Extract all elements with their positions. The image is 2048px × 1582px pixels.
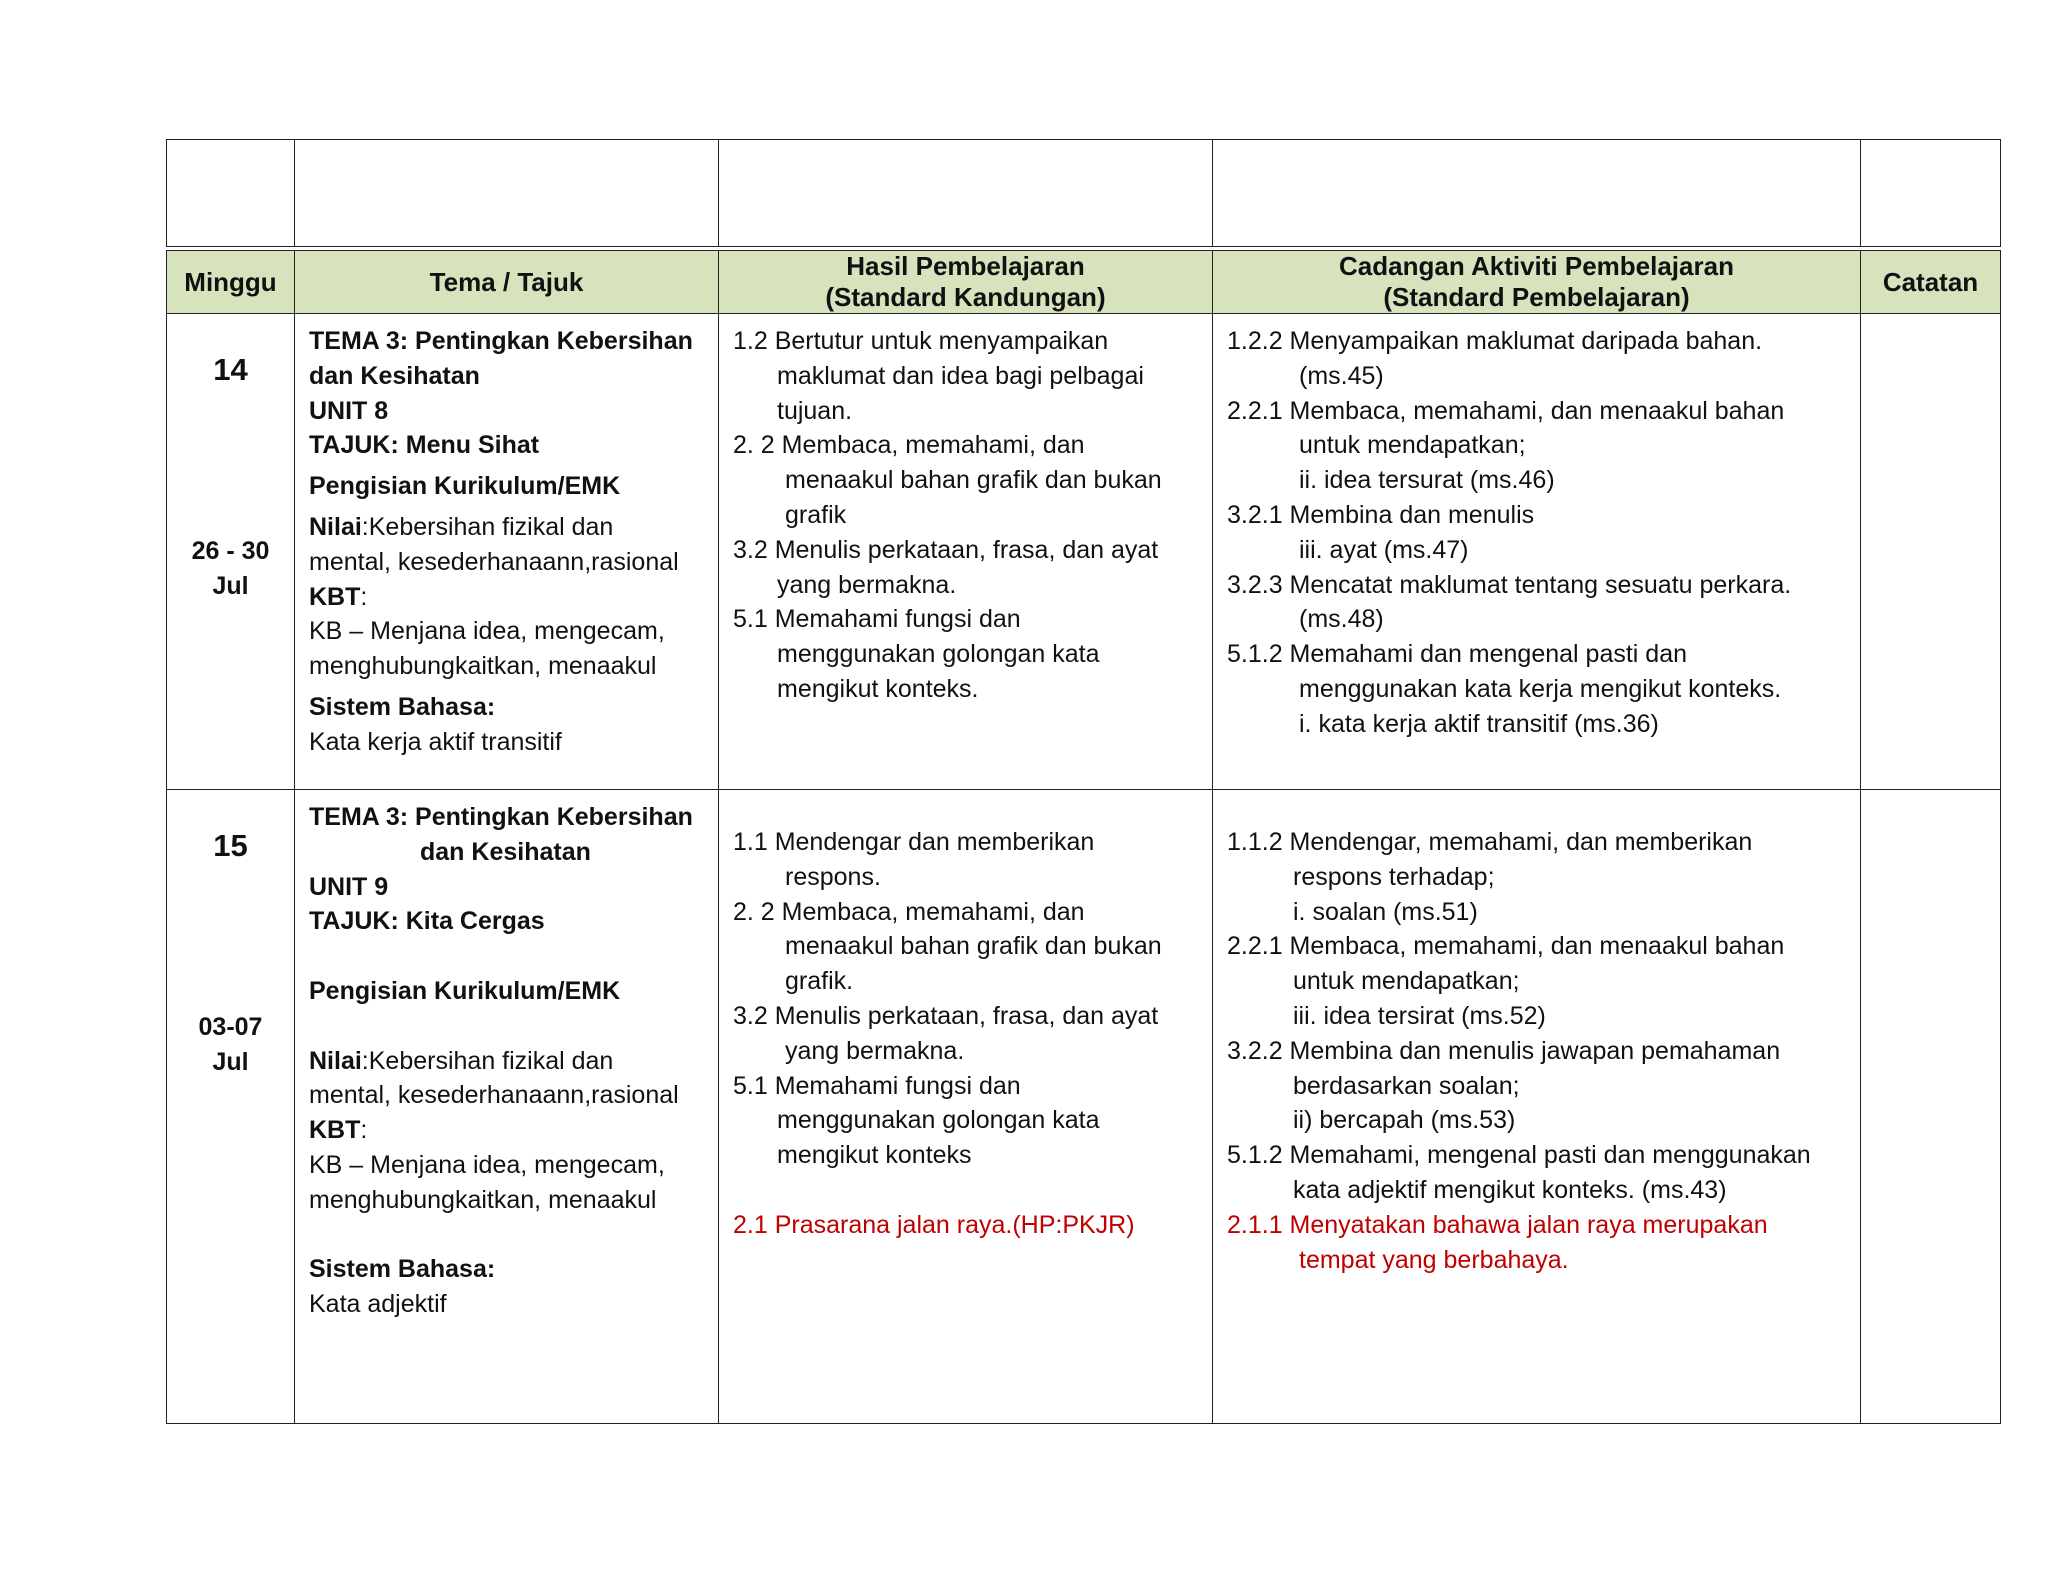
cadangan-line: (ms.45) [1299, 361, 1384, 390]
cadangan-line: i. kata kerja aktif transitif (ms.36) [1299, 709, 1659, 738]
cadangan-line: iii. ayat (ms.47) [1299, 535, 1469, 564]
hasil-line: tujuan. [777, 396, 853, 425]
tema-title-cont: dan Kesihatan [420, 837, 591, 866]
week-date-line1: 03-07 [198, 1013, 263, 1041]
unit-label: UNIT 8 [309, 396, 389, 425]
hasil-line: 1.1 Mendengar dan memberikan [733, 828, 1095, 856]
cadangan-line: berdasarkan soalan; [1293, 1071, 1520, 1100]
tema-cell [295, 790, 719, 1424]
tema-title: TEMA 3: Pentingkan Kebersihan [309, 803, 693, 831]
nilai-line [309, 1044, 704, 1079]
week-cell [167, 790, 295, 1424]
nilai-label: Nilai [309, 512, 362, 541]
unit-label: UNIT 9 [309, 872, 389, 901]
blank-top-row [166, 139, 2001, 247]
spacer [733, 1173, 1198, 1208]
kb-text: KB – Menjana idea, mengecam, [309, 1150, 665, 1179]
cadangan-line: 3.2.2 Membina dan menulis jawapan pemahaman [1227, 1036, 1781, 1065]
hasil-line: 2. 2 Membaca, memahami, dan [733, 897, 1085, 926]
cadangan-line: respons terhadap; [1293, 862, 1495, 891]
cadangan-line-pkjr: tempat yang berbahaya. [1299, 1245, 1569, 1274]
header-hasil [719, 251, 1213, 314]
tema-title-cont: dan Kesihatan [309, 361, 480, 390]
hasil-line: maklumat dan idea bagi pelbagai [777, 361, 1144, 390]
cadangan-cell [1213, 314, 1861, 790]
cadangan-line: (ms.48) [1299, 605, 1384, 634]
kb-text-cont: menghubungkaitkan, menaakul [309, 652, 657, 681]
hasil-line: mengikut konteks. [777, 674, 979, 703]
sistem-bahasa-label: Sistem Bahasa: [309, 692, 496, 721]
hasil-line: 3.2 Menulis perkataan, frasa, dan ayat [733, 1001, 1159, 1030]
week-date-line2: Jul [212, 1048, 249, 1076]
week-date [167, 534, 294, 604]
header-tema: Tema / Tajuk [295, 251, 719, 314]
hasil-line: menaakul bahan grafik dan bukan [785, 932, 1162, 961]
week-date-line2: Jul [212, 572, 249, 600]
hasil-line: 2. 2 Membaca, memahami, dan [733, 431, 1085, 460]
nilai-line [309, 510, 704, 545]
week-date [167, 1010, 294, 1080]
hasil-line: respons. [785, 862, 881, 891]
cadangan-line: ii. idea tersurat (ms.46) [1299, 466, 1555, 495]
hasil-line: grafik. [785, 967, 854, 996]
hasil-cell [719, 790, 1213, 1424]
hasil-line: 3.2 Menulis perkataan, frasa, dan ayat [733, 535, 1159, 564]
kbt-label: KBT [309, 1116, 361, 1145]
cadangan-line: untuk mendapatkan; [1293, 967, 1520, 996]
hasil-line: yang bermakna. [777, 570, 957, 599]
header-cadangan-line2: (Standard Pembelajaran) [1383, 282, 1690, 312]
sistem-bahasa-value: Kata kerja aktif transitif [309, 727, 562, 756]
spacer [309, 1009, 704, 1044]
hasil-line: mengikut konteks [777, 1141, 972, 1170]
cadangan-line: menggunakan kata kerja mengikut konteks. [1299, 674, 1782, 703]
sistem-bahasa-label: Sistem Bahasa: [309, 1255, 496, 1284]
cadangan-cell [1213, 790, 1861, 1424]
cadangan-line: 5.1.2 Memahami, mengenal pasti dan menggunakan [1227, 1141, 1811, 1170]
spacer [309, 939, 704, 974]
cadangan-line: 1.2.2 Menyampaikan maklumat daripada bahan. [1227, 327, 1763, 355]
kbt-colon: : [360, 1116, 368, 1145]
nilai-text: :Kebersihan fizikal dan [361, 1046, 614, 1075]
tema-title: TEMA 3: Pentingkan Kebersihan [309, 327, 693, 355]
hasil-cell [719, 314, 1213, 790]
header-catatan: Catatan [1861, 251, 2001, 314]
cadangan-line-pkjr: 2.1.1 Menyatakan bahawa jalan raya merupakan [1227, 1210, 1768, 1239]
cadangan-line: 3.2.3 Mencatat maklumat tentang sesuatu perkara. [1227, 570, 1792, 599]
blank-cell [167, 140, 295, 247]
kb-text-cont: menghubungkaitkan, menaakul [309, 1185, 657, 1214]
pengisian-label: Pengisian Kurikulum/EMK [309, 472, 621, 501]
nilai-text-cont: mental, kesederhanaann,rasional [309, 547, 679, 576]
table-row-week-15 [167, 790, 2001, 1424]
hasil-line: menggunakan golongan kata [777, 640, 1100, 669]
cadangan-line: kata adjektif mengikut konteks. (ms.43) [1293, 1175, 1727, 1204]
blank-cell [1861, 140, 2001, 247]
hasil-line: 5.1 Memahami fungsi dan [733, 605, 1021, 634]
cadangan-line: i. soalan (ms.51) [1293, 897, 1478, 926]
nilai-label: Nilai [309, 1046, 362, 1075]
sistem-bahasa-value: Kata adjektif [309, 1290, 447, 1319]
nilai-text: :Kebersihan fizikal dan [361, 512, 614, 541]
week-date-line1: 26 - 30 [191, 537, 270, 565]
table-row-week-14 [167, 314, 2001, 790]
kb-text: KB – Menjana idea, mengecam, [309, 617, 665, 646]
kbt-colon: : [360, 582, 368, 611]
blank-cell [719, 140, 1213, 247]
header-row [167, 251, 2001, 314]
hasil-line: 5.1 Memahami fungsi dan [733, 1071, 1021, 1100]
hasil-line-pkjr: 2.1 Prasarana jalan raya.(HP:PKJR) [733, 1210, 1135, 1239]
pengisian-label: Pengisian Kurikulum/EMK [309, 976, 621, 1005]
week-number: 14 [213, 352, 248, 387]
header-hasil-line1: Hasil Pembelajaran [846, 251, 1085, 281]
kbt-label: KBT [309, 582, 361, 611]
blank-cell [1213, 140, 1861, 247]
hasil-line: 1.2 Bertutur untuk menyampaikan [733, 327, 1109, 355]
blank-cell [295, 140, 719, 247]
catatan-cell [1861, 790, 2001, 1424]
lesson-plan-table [166, 250, 2001, 1424]
spacer [309, 1218, 704, 1253]
week-cell [167, 314, 295, 790]
header-cadangan [1213, 251, 1861, 314]
kbt-line [309, 1113, 704, 1148]
tema-cell [295, 314, 719, 790]
cadangan-line: 5.1.2 Memahami dan mengenal pasti dan [1227, 640, 1688, 669]
header-minggu: Minggu [167, 251, 295, 314]
kbt-line [309, 580, 704, 615]
catatan-cell [1861, 314, 2001, 790]
week-number: 15 [213, 828, 248, 863]
tajuk-label: TAJUK: Menu Sihat [309, 431, 540, 460]
cadangan-line: iii. idea tersirat (ms.52) [1293, 1001, 1546, 1030]
cadangan-line: 3.2.1 Membina dan menulis [1227, 500, 1535, 529]
cadangan-line: 1.1.2 Mendengar, memahami, dan memberikan [1227, 828, 1753, 856]
nilai-text-cont: mental, kesederhanaann,rasional [309, 1081, 679, 1110]
cadangan-line: 2.2.1 Membaca, memahami, dan menaakul bahan [1227, 932, 1785, 961]
header-cadangan-line1: Cadangan Aktiviti Pembelajaran [1339, 251, 1734, 281]
cadangan-line: untuk mendapatkan; [1299, 431, 1526, 460]
hasil-line: menaakul bahan grafik dan bukan [785, 466, 1162, 495]
hasil-line: yang bermakna. [785, 1036, 965, 1065]
hasil-line: menggunakan golongan kata [777, 1106, 1100, 1135]
cadangan-line: ii) bercapah (ms.53) [1293, 1106, 1516, 1135]
tajuk-label: TAJUK: Kita Cergas [309, 907, 545, 936]
hasil-line: grafik [785, 500, 847, 529]
header-hasil-line2: (Standard Kandungan) [825, 282, 1106, 312]
cadangan-line: 2.2.1 Membaca, memahami, dan menaakul bahan [1227, 396, 1785, 425]
